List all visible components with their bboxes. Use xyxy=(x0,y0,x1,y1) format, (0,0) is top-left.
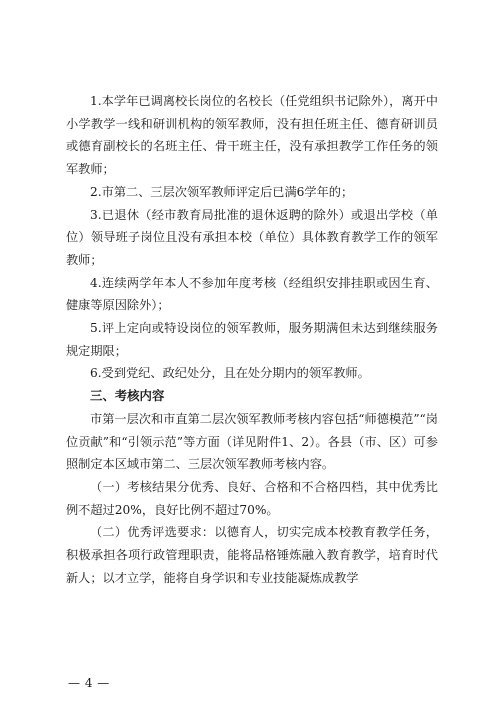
paragraph-item-2: 2.市第二、三层次领军教师评定后已满6学年的； xyxy=(90,184,354,199)
section-heading: 三、考核内容 xyxy=(90,388,165,404)
paragraph-result-levels: （一）考核结果分优秀、良好、合格和不合格四档，其中优秀比例不超过20%，良好比例不超过70%。 xyxy=(66,479,438,517)
document-body xyxy=(66,90,438,589)
paragraph-assessment-content: 市第一层次和市直第二层次领军教师考核内容包括“师德模范”“岗位贡献”和“引领示范”等方面（详见附件1、2）。各县（市、区）可参照制定本区域市第二、三层次领军教师考核内容。 xyxy=(66,411,438,472)
paragraph-item-1: 1.本学年已调离校长岗位的名校长（任党组织书记除外），离开中小学教学一线和研训机构的领军教师，没有担任班主任、德育研训员或德育副校长的名班主任、骨干班主任，没有承担教学工作任务的领军教师； xyxy=(66,94,438,177)
paragraph-item-6: 6.受到党纪、政纪处分，且在处分期内的领军教师。 xyxy=(90,366,370,381)
paragraph-item-5: 5.评上定向或特设岗位的领军教师，服务期满但未达到继续服务规定期限； xyxy=(66,321,438,358)
paragraph-item-3: 3.已退休（经市教育局批准的退休返聘的除外）或退出学校（单位）领导班子岗位且没有承担本校（单位）具体教育教学工作的领军教师； xyxy=(66,207,438,267)
paragraph-excellence-requirements: （二）优秀评选要求：以德育人，切实完成本校教育教学任务，积极承担各项行政管理职责，能将品格锤炼融入教育教学，培育时代新人；以才立学，能将自身学识和专业技能凝炼成教学 xyxy=(66,525,438,585)
paragraph-item-4: 4.连续两学年本人不参加年度考核（经组织安排挂职或因生育、健康等原因除外）； xyxy=(66,275,438,313)
page-number: — 4 — xyxy=(68,676,110,690)
